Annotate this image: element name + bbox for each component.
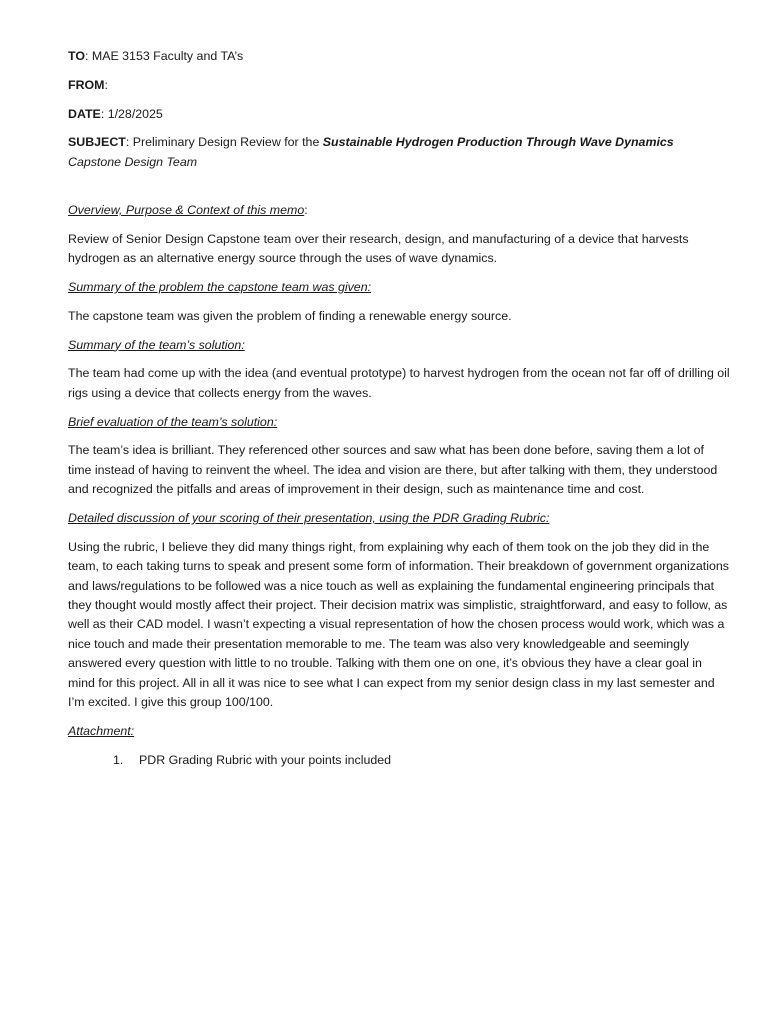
section-heading-scoring [68, 509, 730, 528]
attachment-list [68, 751, 730, 770]
attachment-heading-text: Attachment: [68, 723, 135, 738]
from-value: : [104, 77, 108, 92]
section-heading-solution [68, 336, 730, 355]
section-heading-evaluation [68, 413, 730, 432]
section-body-solution: The team had come up with the idea (and eventual prototype) to harvest hydrogen from the ocean not far off of drilling oil rigs using a device that collects energy from the waves. [68, 366, 730, 400]
section-body-evaluation: The team’s idea is brilliant. They referenced other sources and saw what has been done before, saving them a lot of time instead of having to reinvent the wheel. The idea and vision are there, but after talking with them, they understood and recognized the pitfalls and areas of improvement in their design, such as maintenance time and cost. [68, 443, 718, 497]
scoring-heading-text: Detailed discussion of your scoring of their presentation, using the PDR Grading Rubric: [68, 510, 550, 525]
subject-title: Sustainable Hydrogen Production Through Wave Dynamics [322, 135, 674, 150]
to-line [68, 47, 730, 66]
attachment-list-item [68, 751, 730, 770]
subject-line [68, 133, 730, 172]
from-label: FROM [68, 77, 105, 92]
overview-heading-text: Overview, Purpose & Context of this memo [68, 202, 305, 217]
subject-label: SUBJECT [68, 135, 126, 150]
section-heading-overview [68, 201, 730, 220]
attachment-heading [68, 722, 730, 741]
subject-suffix: Capstone Design Team [68, 154, 198, 169]
evaluation-heading-text: Brief evaluation of the team’s solution: [68, 414, 278, 429]
attachment-item-number: 1. [113, 752, 124, 767]
section-heading-problem [68, 278, 730, 297]
section-body-problem: The capstone team was given the problem of finding a renewable energy source. [68, 308, 512, 323]
to-value: : MAE 3153 Faculty and TA’s [84, 49, 244, 63]
memo-page [68, 47, 730, 770]
date-label: DATE [68, 106, 101, 121]
subject-prefix: : Preliminary Design Review for the [125, 135, 323, 150]
overview-heading-colon: : [304, 202, 308, 217]
solution-heading-text: Summary of the team’s solution: [68, 337, 245, 352]
to-label: TO [68, 49, 85, 63]
section-body-overview: Review of Senior Design Capstone team over their research, design, and manufacturing of a device that harvests hydrogen as an alternative energy source through the uses of wave dynamics. [68, 231, 689, 266]
header-spacer [68, 182, 730, 201]
section-body-scoring: Using the rubric, I believe they did many things right, from explaining why each of them took on the job they did in the team, to each taking turns to speak and present some form of information. Their breakdown of government organizations and laws/regulations to be followed was a nice touch as well as explaining the fundamental engineering principals that they thought would mostly affect their project. Their decision matrix was simplistic, straightforward, and easy to follow, as well as their CAD model. I wasn’t expecting a visual representation of how the chosen process would work, which was a nice touch and made their presentation memorable to me. The team was also very knowledgeable and seemingly answered every question with little to no trouble. Talking with them one on one, it’s obvious they have a clear goal in mind for this project. All in all it was nice to see what I can expect from my senior design class in my last semester and I’m excited. I give this group 100/100. [68, 539, 729, 710]
date-value: : 1/28/2025 [100, 106, 163, 121]
problem-heading-text: Summary of the problem the capstone team was given: [68, 279, 372, 294]
attachment-item-text: PDR Grading Rubric with your points included [139, 752, 392, 767]
date-line [68, 105, 730, 124]
from-line [68, 76, 730, 95]
